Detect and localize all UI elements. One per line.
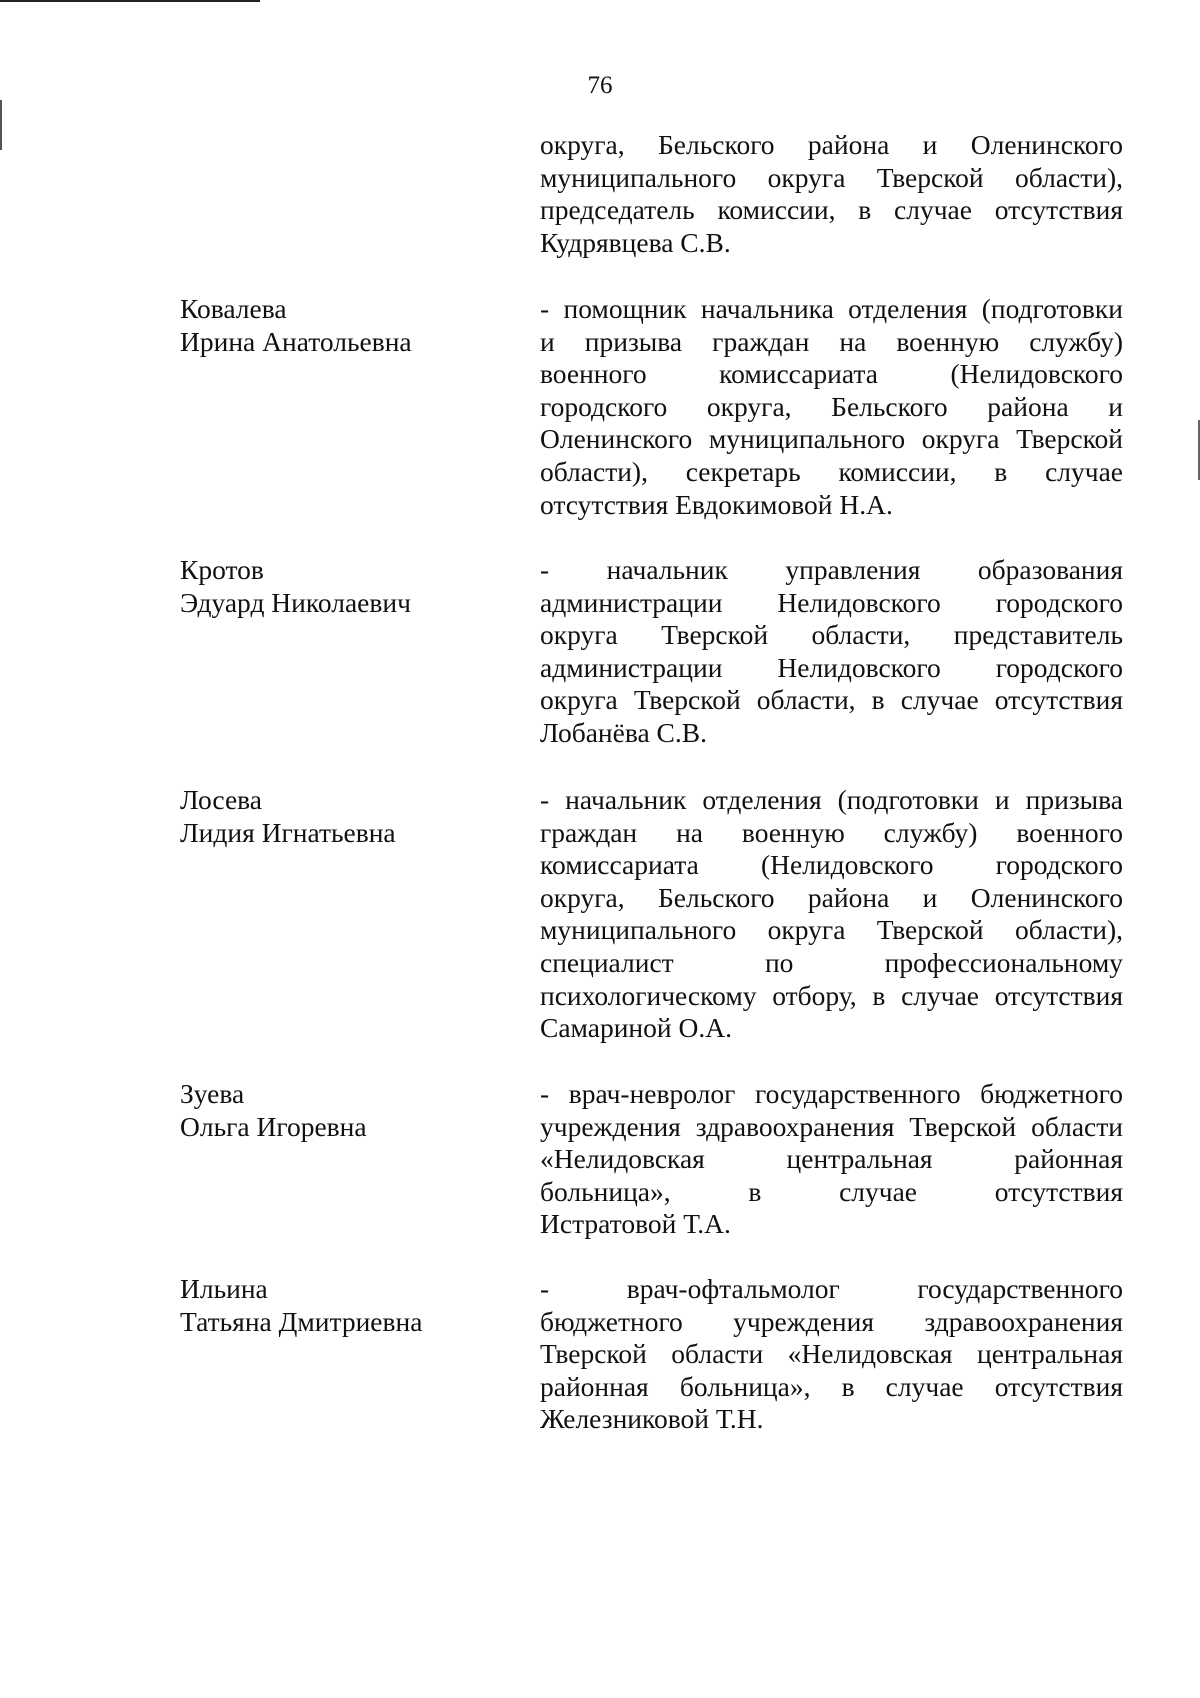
member-surname: Ковалева — [180, 293, 287, 324]
description-line: Тверской области «Нелидовская центральная — [540, 1338, 1123, 1370]
member-surname: Ильина — [180, 1273, 268, 1304]
member-given-name: Ирина Анатольевна — [180, 325, 412, 357]
description-line: Лобанёва С.В. — [540, 716, 707, 748]
member-name — [180, 1273, 500, 1338]
description-line: Самариной О.А. — [540, 1012, 732, 1044]
description-line: округа Тверской области, представитель — [540, 619, 1123, 651]
intro-line: Кудрявцева С.В. — [540, 226, 731, 258]
description-line: муниципального округа Тверской области), — [540, 914, 1123, 946]
description-line: учреждения здравоохранения Тверской области — [540, 1110, 1123, 1142]
description-line: округа, Бельского района и Оленинского — [540, 881, 1123, 913]
description-line: администрации Нелидовского городского — [540, 586, 1123, 618]
description-line: граждан на военную службу) военного — [540, 816, 1123, 848]
scan-edge-top — [0, 0, 260, 2]
member-surname: Лосева — [180, 784, 262, 815]
description-line: - начальник управления образования — [540, 554, 1123, 585]
member-surname: Зуева — [180, 1078, 245, 1109]
description-line: отсутствия Евдокимовой Н.А. — [540, 488, 893, 520]
description-line: области), секретарь комиссии, в случае — [540, 455, 1123, 487]
description-line: округа Тверской области, в случае отсутствия — [540, 684, 1123, 716]
description-line: комиссариата (Нелидовского городского — [540, 849, 1123, 881]
member-description — [540, 784, 1123, 1045]
description-line: - начальник отделения (подготовки и призыва — [540, 784, 1123, 815]
member-given-name: Ольга Игоревна — [180, 1110, 367, 1142]
member-given-name: Лидия Игнатьевна — [180, 816, 396, 848]
description-line: - врач-офтальмолог государственного — [540, 1273, 1123, 1304]
description-line: районная больница», в случае отсутствия — [540, 1370, 1123, 1402]
description-line: психологическому отбору, в случае отсутствия — [540, 979, 1123, 1011]
member-description — [540, 1078, 1123, 1241]
description-line: «Нелидовская центральная районная — [540, 1143, 1123, 1175]
description-line: военного комиссариата (Нелидовского — [540, 358, 1123, 390]
member-description — [540, 1273, 1123, 1436]
description-line: городского округа, Бельского района и — [540, 390, 1123, 422]
member-surname: Кротов — [180, 554, 264, 585]
intro-paragraph — [540, 129, 1123, 259]
description-line: Истратовой Т.А. — [540, 1208, 731, 1240]
description-line: специалист по профессиональному — [540, 946, 1123, 978]
member-name — [180, 784, 500, 849]
member-name — [180, 1078, 500, 1143]
page-number: 76 — [587, 72, 613, 99]
intro-line: округа, Бельского района и Оленинского — [540, 129, 1123, 160]
description-line: больница», в случае отсутствия — [540, 1175, 1123, 1207]
member-given-name: Эдуард Николаевич — [180, 586, 411, 618]
description-line: Оленинского муниципального округа Тверской — [540, 423, 1123, 455]
description-line: администрации Нелидовского городского — [540, 651, 1123, 683]
member-name — [180, 554, 500, 619]
member-description — [540, 293, 1123, 521]
description-line: Железниковой Т.Н. — [540, 1403, 764, 1435]
description-line: бюджетного учреждения здравоохранения — [540, 1305, 1123, 1337]
member-description — [540, 554, 1123, 750]
intro-line: муниципального округа Тверской области), — [540, 161, 1123, 193]
description-line: и призыва граждан на военную службу) — [540, 325, 1123, 357]
member-given-name: Татьяна Дмитриевна — [180, 1305, 423, 1337]
description-line: - помощник начальника отделения (подготовки — [540, 293, 1123, 324]
description-line: - врач-невролог государственного бюджетного — [540, 1078, 1123, 1109]
scan-edge-left — [0, 100, 2, 150]
intro-line: председатель комиссии, в случае отсутствия — [540, 194, 1123, 226]
member-name — [180, 293, 500, 358]
